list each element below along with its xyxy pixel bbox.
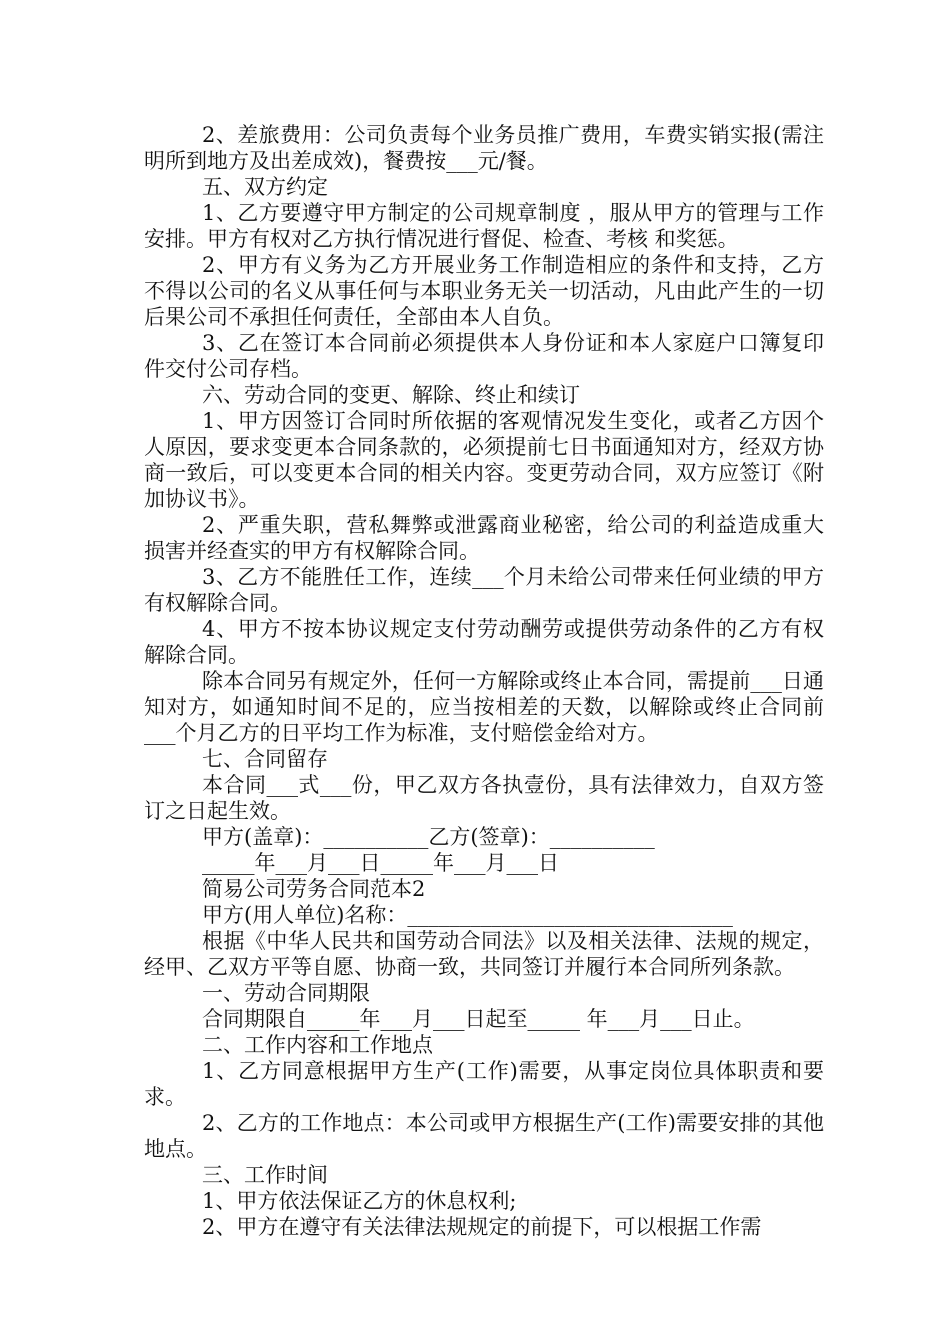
paragraph-rules-compliance: 1、乙方要遵守甲方制定的公司规章制度 ，服从甲方的管理与工作安排。甲方有权对乙方执行情况进行督促、检查、考核 和奖惩。 (144, 201, 824, 251)
paragraph-party-a-obligation: 2、甲方有义务为乙方开展业务工作制造相应的条件和支持，乙方不得以公司的名义从事任何与本职业务无关一切活动，凡由此产生的一切后果公司不承担任何责任，全部由本人自负。 (144, 253, 824, 329)
paragraph-travel-expenses: 2、差旅费用：公司负责每个业务员推广费用，车费实销实报(需注明所到地方及出差成效)，餐费按___元/餐。 (144, 123, 824, 173)
contract-text (144, 122, 824, 1240)
date-line: _____年___月___日_____年___月___日 (202, 851, 559, 875)
contract-term-line: 合同期限自_____年___月___日起至_____ 年___月___日止。 (202, 1007, 755, 1031)
heading-contract-changes: 六、劳动合同的变更、解除、终止和续订 (202, 383, 580, 407)
paragraph-payment-default: 4、甲方不按本协议规定支付劳动酬劳或提供劳动条件的乙方有权解除合同。 (144, 617, 824, 667)
paragraph-incompetence: 3、乙方不能胜任工作，连续___个月未给公司带来任何业绩的甲方有权解除合同。 (144, 565, 824, 615)
paragraph-change-conditions: 1、甲方因签订合同时所依据的客观情况发生变化，或者乙方因个人原因，要求变更本合同条款的，必须提前七日书面通知对方，经双方协商一致后，可以变更本合同的相关内容。变更劳动合同，双方应签订《附加协议书》。 (144, 409, 824, 511)
paragraph-job-duties: 1、乙方同意根据甲方生产(工作)需要，从事定岗位具体职责和要求。 (144, 1059, 824, 1109)
heading-mutual-agreement: 五、双方约定 (202, 175, 328, 199)
paragraph-work-location: 2、乙方的工作地点：本公司或甲方根据生产(工作)需要安排的其他地点。 (144, 1111, 824, 1161)
section-title-sample-2: 简易公司劳务合同范本2 (202, 877, 426, 901)
heading-contract-term: 一、劳动合同期限 (202, 981, 370, 1005)
employer-name-line: 甲方(用人单位)名称：_______________________________ (202, 903, 733, 927)
heading-working-hours: 三、工作时间 (202, 1163, 328, 1187)
paragraph-id-documents: 3、乙在签订本合同前必须提供本人身份证和本人家庭户口簿复印件交付公司存档。 (144, 331, 824, 381)
heading-contract-copies: 七、合同留存 (202, 747, 328, 771)
paragraph-termination-notice: 除本合同另有规定外，任何一方解除或终止本合同，需提前___日通知对方，如通知时间不足的，应当按相差的天数，以解除或终止合同前___个月乙方的日平均工作为标准，支付赔偿金给对方。 (144, 669, 824, 745)
paragraph-legal-basis: 根据《中华人民共和国劳动合同法》以及相关法律、法规的规定，经甲、乙双方平等自愿、协商一致，共同签订并履行本合同所列条款。 (144, 929, 824, 979)
heading-work-content: 二、工作内容和工作地点 (202, 1033, 433, 1057)
paragraph-serious-misconduct: 2、严重失职，营私舞弊或泄露商业秘密，给公司的利益造成重大损害并经查实的甲方有权解除合同。 (144, 513, 824, 563)
paragraph-rest-rights: 1、甲方依法保证乙方的休息权利; (202, 1189, 517, 1213)
paragraph-work-schedule: 2、甲方在遵守有关法律法规规定的前提下，可以根据工作需 (202, 1215, 762, 1239)
signature-line: 甲方(盖章)：__________乙方(签章)：__________ (202, 825, 655, 849)
paragraph-copies-validity: 本合同___式___份，甲乙双方各执壹份，具有法律效力，自双方签订之日起生效。 (144, 773, 824, 823)
